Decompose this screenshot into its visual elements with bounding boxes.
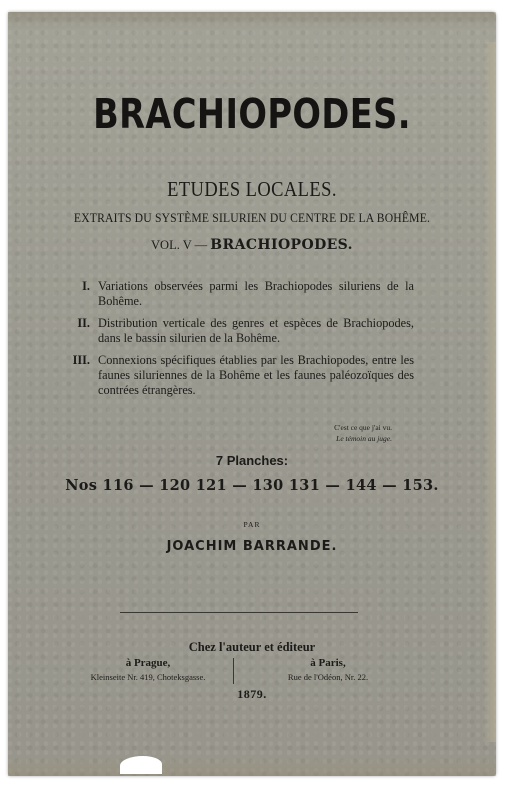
epigraph-line-1: C'est ce que j'ai vu. bbox=[334, 423, 392, 432]
section-number: II. bbox=[77, 316, 90, 330]
prague-address: Kleinseite Nr. 419, Choteksgasse. bbox=[90, 672, 206, 682]
section-text: Distribution verticale des genres et espèces de Brachiopodes, dans le bassin silurien de la Bohême. bbox=[98, 316, 414, 345]
paris-city: à Paris, bbox=[310, 657, 346, 669]
paper-tear bbox=[120, 756, 162, 774]
cover-title: BRACHIOPODES. bbox=[93, 90, 411, 138]
paper-stain-bottom bbox=[8, 754, 496, 776]
publisher-line: Chez l'auteur et éditeur bbox=[188, 640, 316, 654]
paper-stain-right bbox=[482, 42, 496, 742]
volume-title: BRACHIOPODES. bbox=[210, 237, 353, 253]
section-number: III. bbox=[72, 353, 90, 367]
prague-address-block bbox=[48, 656, 248, 684]
section-list bbox=[56, 279, 414, 405]
paris-address: Rue de l'Odéon, Nr. 22. bbox=[287, 672, 369, 682]
divider-rule bbox=[120, 612, 358, 613]
author-name: JOACHIM BARRANDE. bbox=[166, 539, 338, 554]
planches-numbers: Nos 116 — 120 121 — 130 131 — 144 — 153. bbox=[65, 477, 439, 494]
list-item bbox=[56, 279, 414, 309]
section-number: I. bbox=[82, 279, 90, 293]
paris-address-block bbox=[228, 656, 428, 684]
list-item bbox=[56, 316, 414, 346]
section-text: Connexions spécifiques établies par les Brachiopodes, entre les faunes siluriennes de la Bohême et les faunes paléozoïques des contrées étrangères. bbox=[98, 353, 414, 397]
book-cover bbox=[8, 12, 496, 776]
by-label: PAR bbox=[243, 520, 261, 529]
prague-city: à Prague, bbox=[125, 657, 171, 669]
epigraph-line-2: Le témoin au juge. bbox=[336, 434, 392, 443]
section-text: Variations observées parmi les Brachiopodes siluriens de la Bohême. bbox=[98, 279, 414, 308]
publication-year: 1879. bbox=[237, 687, 267, 701]
paper-stain-top bbox=[8, 12, 496, 30]
cover-subtitle: ETUDES LOCALES. bbox=[167, 177, 337, 201]
epigraph bbox=[318, 422, 392, 444]
volume-prefix: VOL. V — bbox=[151, 238, 208, 252]
list-item bbox=[56, 353, 414, 398]
volume-line bbox=[8, 237, 496, 253]
planches-label: 7 Planches: bbox=[215, 453, 289, 468]
cover-extrait-line: EXTRAITS DU SYSTÈME SILURIEN DU CENTRE DE LA BOHÊME. bbox=[73, 211, 431, 225]
